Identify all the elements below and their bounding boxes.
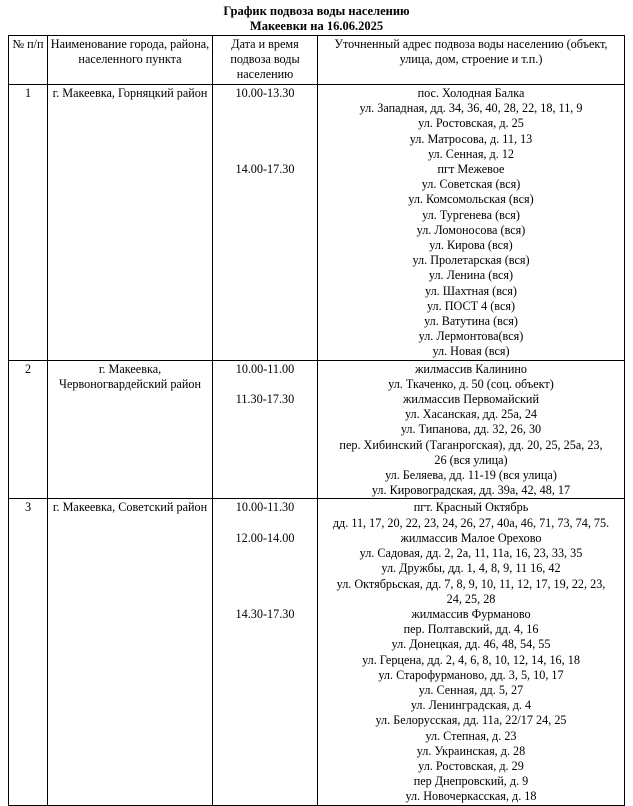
address-line: пер. Полтавский, дд. 4, 16 — [403, 622, 539, 637]
time-slot — [215, 422, 315, 437]
time-slot — [215, 729, 315, 744]
water-schedule-table — [8, 35, 625, 806]
header-name: Наименование города, района, населенного пункта — [48, 36, 213, 85]
header-num: № п/п — [9, 36, 48, 85]
address-line: 24, 25, 28 — [446, 591, 496, 606]
address-line: ул. Пролетарская (вся) — [412, 253, 530, 268]
address-line: ул. Комсомольская (вся) — [408, 192, 534, 207]
time-slot — [215, 314, 315, 329]
address-line: пгт. Красный Октябрь — [413, 500, 529, 515]
address-line: ул. Ростовская, д. 25 — [418, 116, 524, 131]
district-name: г. Макеевка, Червоногвардейский район — [48, 360, 213, 499]
time-slot: 10.00-11.00 — [235, 361, 295, 376]
time-slot — [215, 744, 315, 759]
address-line: ул. Донецкая, дд. 46, 48, 54, 55 — [391, 637, 551, 652]
address-line: жилмассив Первомайский — [403, 392, 539, 407]
time-slot — [215, 208, 315, 223]
time-slot: 14.00-17.30 — [235, 162, 295, 177]
address-line: ул. Кирова (вся) — [429, 238, 513, 253]
time-slot — [215, 789, 315, 804]
address-line: ул. Матросова, д. 11, 13 — [409, 131, 533, 146]
delivery-addresses — [318, 499, 625, 805]
time-slot — [215, 268, 315, 283]
address-line: ул. Шахтная (вся) — [425, 283, 517, 298]
row-number: 1 — [9, 85, 48, 361]
row-number: 3 — [9, 499, 48, 805]
address-line: дд. 11, 17, 20, 22, 23, 24, 26, 27, 40а, 46, 71, 73, 74, 75. — [332, 515, 610, 530]
address-line: ул. Ватутина (вся) — [424, 314, 518, 329]
address-line: ул. Герцена, дд. 2, 4, 6, 8, 10, 12, 14, 16, 18 — [362, 652, 580, 667]
header-time: Дата и время подвоза воды населению — [213, 36, 318, 85]
table-row — [9, 499, 625, 805]
time-slot — [215, 223, 315, 238]
delivery-addresses — [318, 85, 625, 361]
time-slot — [215, 377, 315, 392]
time-slot — [215, 759, 315, 774]
time-slot — [215, 516, 315, 531]
time-slot — [215, 622, 315, 637]
address-line: ул. Степная, д. 23 — [425, 728, 517, 743]
time-slot — [215, 284, 315, 299]
address-line: ул. Тургенева (вся) — [422, 207, 520, 222]
time-slot — [215, 438, 315, 453]
time-slot — [215, 561, 315, 576]
header-address: Уточненный адрес подвоза воды населению (объект, улица, дом, строение и т.п.) — [318, 36, 625, 85]
address-line: ул. ПОСТ 4 (вся) — [426, 298, 516, 313]
address-line: ул. Кировоградская, дд. 39а, 42, 48, 17 — [371, 483, 571, 498]
time-slot: 11.30-17.30 — [235, 392, 295, 407]
district-name: г. Макеевка, Горняцкий район — [48, 85, 213, 361]
time-slot — [215, 483, 315, 498]
address-line: ул. Ростовская, д. 29 — [418, 758, 524, 773]
time-slot — [215, 653, 315, 668]
time-slot — [215, 468, 315, 483]
address-line: жилмассив Калинино — [415, 361, 527, 376]
time-slot — [215, 668, 315, 683]
address-line: 26 (вся улица) — [434, 452, 508, 467]
address-line: ул. Сенная, дд. 5, 27 — [418, 682, 524, 697]
address-line: ул. Западная, дд. 34, 36, 40, 28, 22, 18, 11, 9 — [359, 101, 583, 116]
address-line: пос. Холодная Балка — [417, 86, 525, 100]
time-slot — [215, 253, 315, 268]
address-line: ул. Беляева, дд. 11-19 (вся улица) — [385, 468, 557, 483]
time-slot: 14.30-17.30 — [235, 606, 295, 621]
document-title — [0, 0, 633, 34]
delivery-addresses — [318, 360, 625, 499]
address-line: ул. Ткаченко, д. 50 (соц. объект) — [388, 376, 554, 391]
header-row — [9, 36, 625, 85]
address-line: ул. Старофурманово, дд. 3, 5, 10, 17 — [378, 667, 564, 682]
time-slot — [215, 407, 315, 422]
address-line: пер. Хибинский (Таганрогская), дд. 20, 25, 25а, 23, — [339, 437, 603, 452]
time-slot — [215, 177, 315, 192]
address-line: ул. Сенная, д. 12 — [427, 146, 515, 161]
address-line: пер Днепровский, д. 9 — [413, 774, 529, 789]
address-line: ул. Новая (вся) — [432, 344, 510, 359]
time-slot — [215, 698, 315, 713]
address-line: ул. Дружбы, дд. 1, 4, 8, 9, 11 16, 42 — [381, 561, 561, 576]
district-name: г. Макеевка, Советский район — [48, 499, 213, 805]
time-slot — [215, 453, 315, 468]
time-slot — [215, 546, 315, 561]
title-line-1: График подвоза воды населению — [223, 4, 410, 18]
time-slot — [215, 683, 315, 698]
time-slot — [215, 116, 315, 131]
time-slot — [215, 132, 315, 147]
row-number: 2 — [9, 360, 48, 499]
address-line: ул. Белорусская, дд. 11а, 22/17 24, 25 — [375, 713, 567, 728]
delivery-times — [213, 499, 318, 805]
address-line: жилмассив Фурманово — [411, 606, 531, 621]
time-slot: 10.00-13.30 — [235, 86, 295, 100]
address-line: пгт Межевое — [437, 162, 505, 177]
time-slot: 10.00-11.30 — [235, 500, 295, 515]
address-line: ул. Октябрьская, дд. 7, 8, 9, 10, 11, 12, 17, 19, 22, 23, — [336, 576, 606, 591]
address-line: ул. Украинская, д. 28 — [416, 743, 526, 758]
address-line: ул. Хасанская, дд. 25а, 24 — [404, 407, 538, 422]
time-slot: 12.00-14.00 — [235, 530, 295, 545]
time-slot — [215, 238, 315, 253]
address-line: ул. Ломоносова (вся) — [416, 222, 526, 237]
address-line: ул. Советская (вся) — [421, 177, 521, 192]
time-slot — [215, 774, 315, 789]
time-slot — [215, 147, 315, 162]
address-line: ул. Лермонтова(вся) — [418, 329, 524, 344]
time-slot — [215, 299, 315, 314]
address-line: ул. Типанова, дд. 32, 26, 30 — [400, 422, 542, 437]
time-slot — [215, 344, 315, 359]
time-slot — [215, 192, 315, 207]
delivery-times — [213, 85, 318, 361]
address-line: ул. Новочеркасская, д. 18 — [405, 789, 537, 804]
time-slot — [215, 577, 315, 592]
time-slot — [215, 713, 315, 728]
address-line: жилмассив Малое Орехово — [400, 530, 542, 545]
time-slot — [215, 592, 315, 607]
time-slot — [215, 637, 315, 652]
table-row — [9, 85, 625, 361]
title-line-2: Макеевки на 16.06.2025 — [249, 19, 384, 33]
time-slot — [215, 329, 315, 344]
address-line: ул. Ленинградская, д. 4 — [410, 698, 532, 713]
table-row — [9, 360, 625, 499]
address-line: ул. Ленина (вся) — [428, 268, 514, 283]
delivery-times — [213, 360, 318, 499]
time-slot — [215, 101, 315, 116]
address-line: ул. Садовая, дд. 2, 2а, 11, 11а, 16, 23, 33, 35 — [359, 546, 583, 561]
